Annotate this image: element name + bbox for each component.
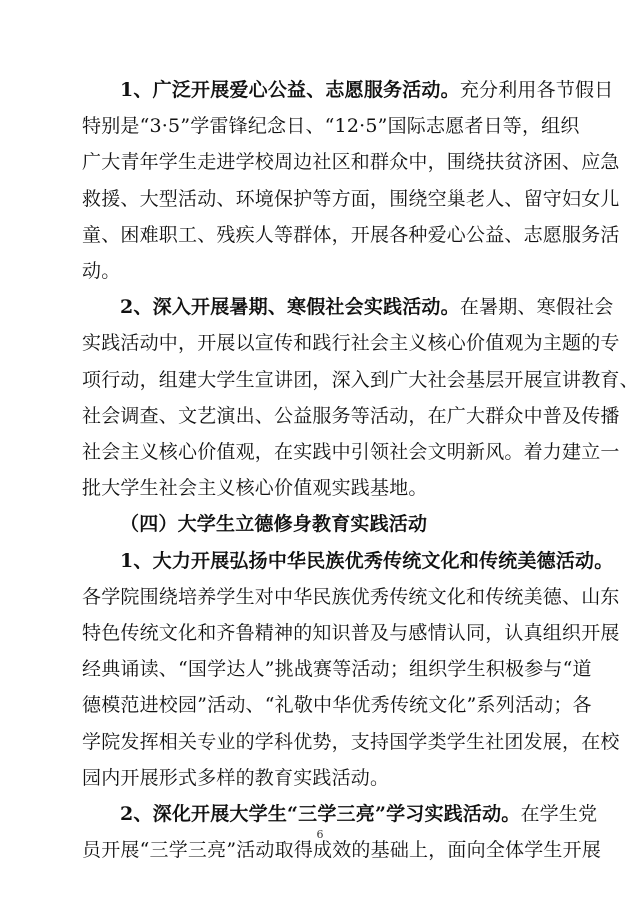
section-heading: 2、深化开展大学生“三学三亮”学习实践活动。 — [120, 803, 521, 825]
text-line: 社会主义核心价值观，在实践中引领社会文明新风。着力建立一 — [82, 441, 620, 463]
text-line: 广大青年学生走进学校周边社区和群众中，围绕扶贫济困、应急 — [82, 151, 620, 174]
text-run: 在学生党 — [520, 803, 598, 825]
text-line: 经典诵读、“国学达人”挑战赛等活动；组织学生积极参与“道 — [82, 658, 592, 681]
page-number: 6 — [316, 828, 324, 841]
text-line: 德模范进校园”活动、“礼敬中华优秀传统文化”系列活动；各 — [82, 694, 592, 717]
text-line: 实践活动中，开展以宣传和践行社会主义核心价值观为主题的专 — [82, 332, 620, 355]
text-line: 园内开展形式多样的教育实践活动。 — [82, 766, 390, 789]
subsection-heading: （四）大学生立德修身教育实践活动 — [120, 513, 428, 536]
text-run: 在暑期、寒假社会 — [459, 296, 614, 319]
text-line: 特别是“3·5”学雷锋纪念日、“12·5”国际志愿者日等，组织 — [82, 115, 580, 138]
section-heading: 1、广泛开展爱心公益、志愿服务活动。 — [120, 79, 460, 101]
text-line: 救援、大型活动、环境保护等方面，围绕空巢老人、留守妇女儿 — [82, 187, 620, 210]
section-heading: 1、大力开展弘扬中华民族优秀传统文化和传统美德活动。 — [120, 549, 614, 572]
text-line: 动。 — [82, 260, 121, 282]
text-run: 充分利用各节假日 — [459, 79, 614, 101]
text-line: 学院发挥相关专业的学科优势，支持国学类学生社团发展，在校 — [82, 730, 620, 753]
text-line: 员开展“三学三亮”活动取得成效的基础上，面向全体学生开展 — [82, 839, 602, 862]
text-line: 社会调查、文艺演出、公益服务等活动，在广大群众中普及传播 — [82, 404, 620, 427]
text-line: 各学院围绕培养学生对中华民族优秀传统文化和传统美德、山东 — [82, 585, 620, 608]
paragraph-2-heading-line — [120, 295, 613, 319]
paragraph-1-heading-line — [120, 78, 613, 102]
text-line: 童、困难职工、残疾人等群体，开展各种爱心公益、志愿服务活 — [82, 223, 620, 246]
section-heading: 2、深入开展暑期、寒假社会实践活动。 — [120, 296, 460, 319]
text-line: 特色传统文化和齐鲁精神的知识普及与感情认同，认真组织开展 — [82, 622, 620, 644]
paragraph-heading-line — [120, 802, 597, 826]
text-line: 项行动，组建大学生宣讲团，深入到广大社会基层开展宣讲教育、 — [82, 368, 639, 391]
text-line: 批大学生社会主义核心价值观实践基地。 — [82, 477, 428, 500]
